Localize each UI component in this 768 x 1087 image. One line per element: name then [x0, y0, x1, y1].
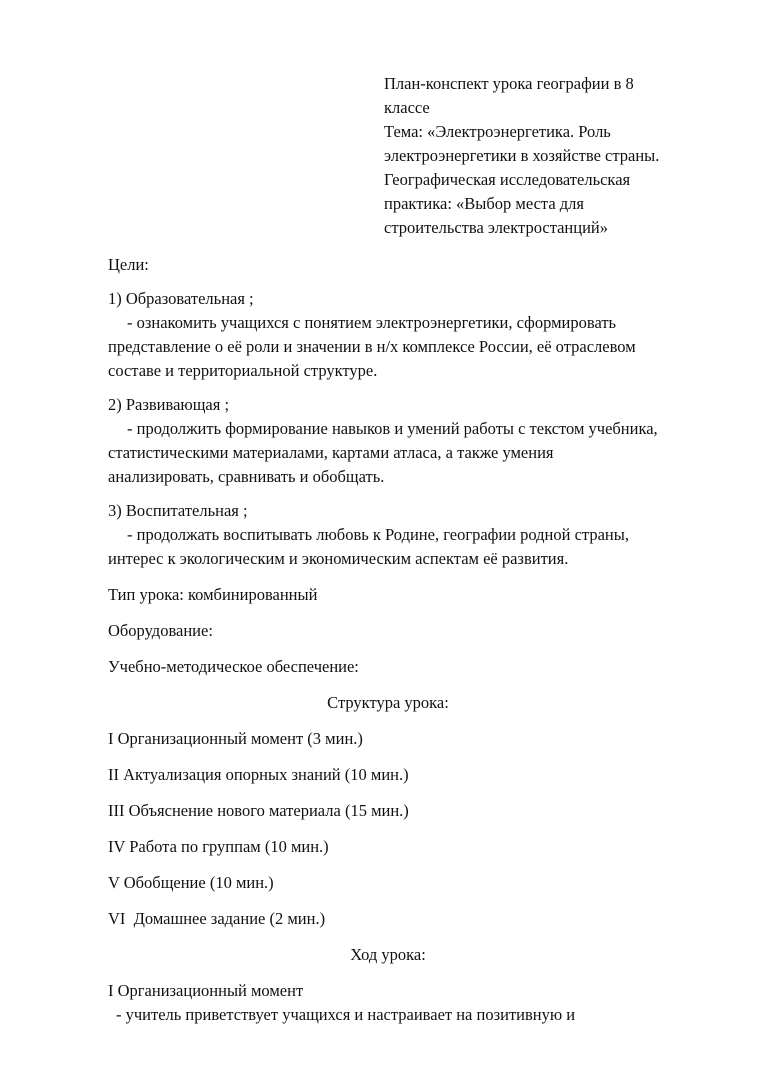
header-line: электроэнергетики в хозяйстве страны. — [384, 146, 660, 165]
course-heading: Ход урока: — [350, 945, 426, 964]
structure-item: V Обобщение (10 мин.) — [108, 873, 274, 892]
structure-item: VI Домашнее задание (2 мин.) — [108, 909, 326, 928]
header-line: Географическая исследовательская — [384, 170, 631, 189]
goal-title: 3) Воспитательная ; — [108, 501, 248, 520]
structure-heading: Структура урока: — [327, 693, 449, 712]
goal-line: составе и территориальной структуре. — [108, 361, 378, 380]
document-header — [384, 72, 714, 240]
goal-section-upbringing — [108, 499, 728, 571]
goal-line: анализировать, сравнивать и обобщать. — [108, 467, 385, 486]
header-line: практика: «Выбор места для — [384, 194, 584, 213]
structure-item: IV Работа по группам (10 мин.) — [108, 837, 329, 856]
goal-title: 1) Образовательная ; — [108, 289, 254, 308]
course-section-title: I Организационный момент — [108, 981, 304, 1000]
goal-title: 2) Развивающая ; — [108, 395, 230, 414]
goal-line: - продолжить формирование навыков и умений работы с текстом учебника, — [127, 419, 658, 438]
methodical-support: Учебно-методическое обеспечение: — [108, 657, 359, 676]
header-line: План-конспект урока географии в 8 — [384, 74, 634, 93]
header-line: строительства электростанций» — [384, 218, 609, 237]
goal-section-educational — [108, 287, 728, 383]
header-line: классе — [384, 98, 430, 117]
goal-line: статистическими материалами, картами атласа, а также умения — [108, 443, 554, 462]
structure-item: III Объяснение нового материала (15 мин.) — [108, 801, 409, 820]
course-section-line: - учитель приветствует учащихся и настраивает на позитивную и — [116, 1005, 576, 1024]
equipment: Оборудование: — [108, 621, 213, 640]
header-line: Тема: «Электроэнергетика. Роль — [384, 122, 611, 141]
goal-line: представление о её роли и значении в н/х комплексе России, её отраслевом — [108, 337, 636, 356]
lesson-type: Тип урока: комбинированный — [108, 585, 318, 604]
structure-item: I Организационный момент (3 мин.) — [108, 729, 363, 748]
structure-item: II Актуализация опорных знаний (10 мин.) — [108, 765, 409, 784]
goal-line: интерес к экологическим и экономическим аспектам её развития. — [108, 549, 569, 568]
goal-line: - ознакомить учащихся с понятием электроэнергетики, сформировать — [127, 313, 617, 332]
goal-section-developmental — [108, 393, 728, 489]
goals-heading: Цели: — [108, 255, 149, 274]
goal-line: - продолжать воспитывать любовь к Родине, географии родной страны, — [127, 525, 629, 544]
document-body — [108, 253, 728, 1027]
